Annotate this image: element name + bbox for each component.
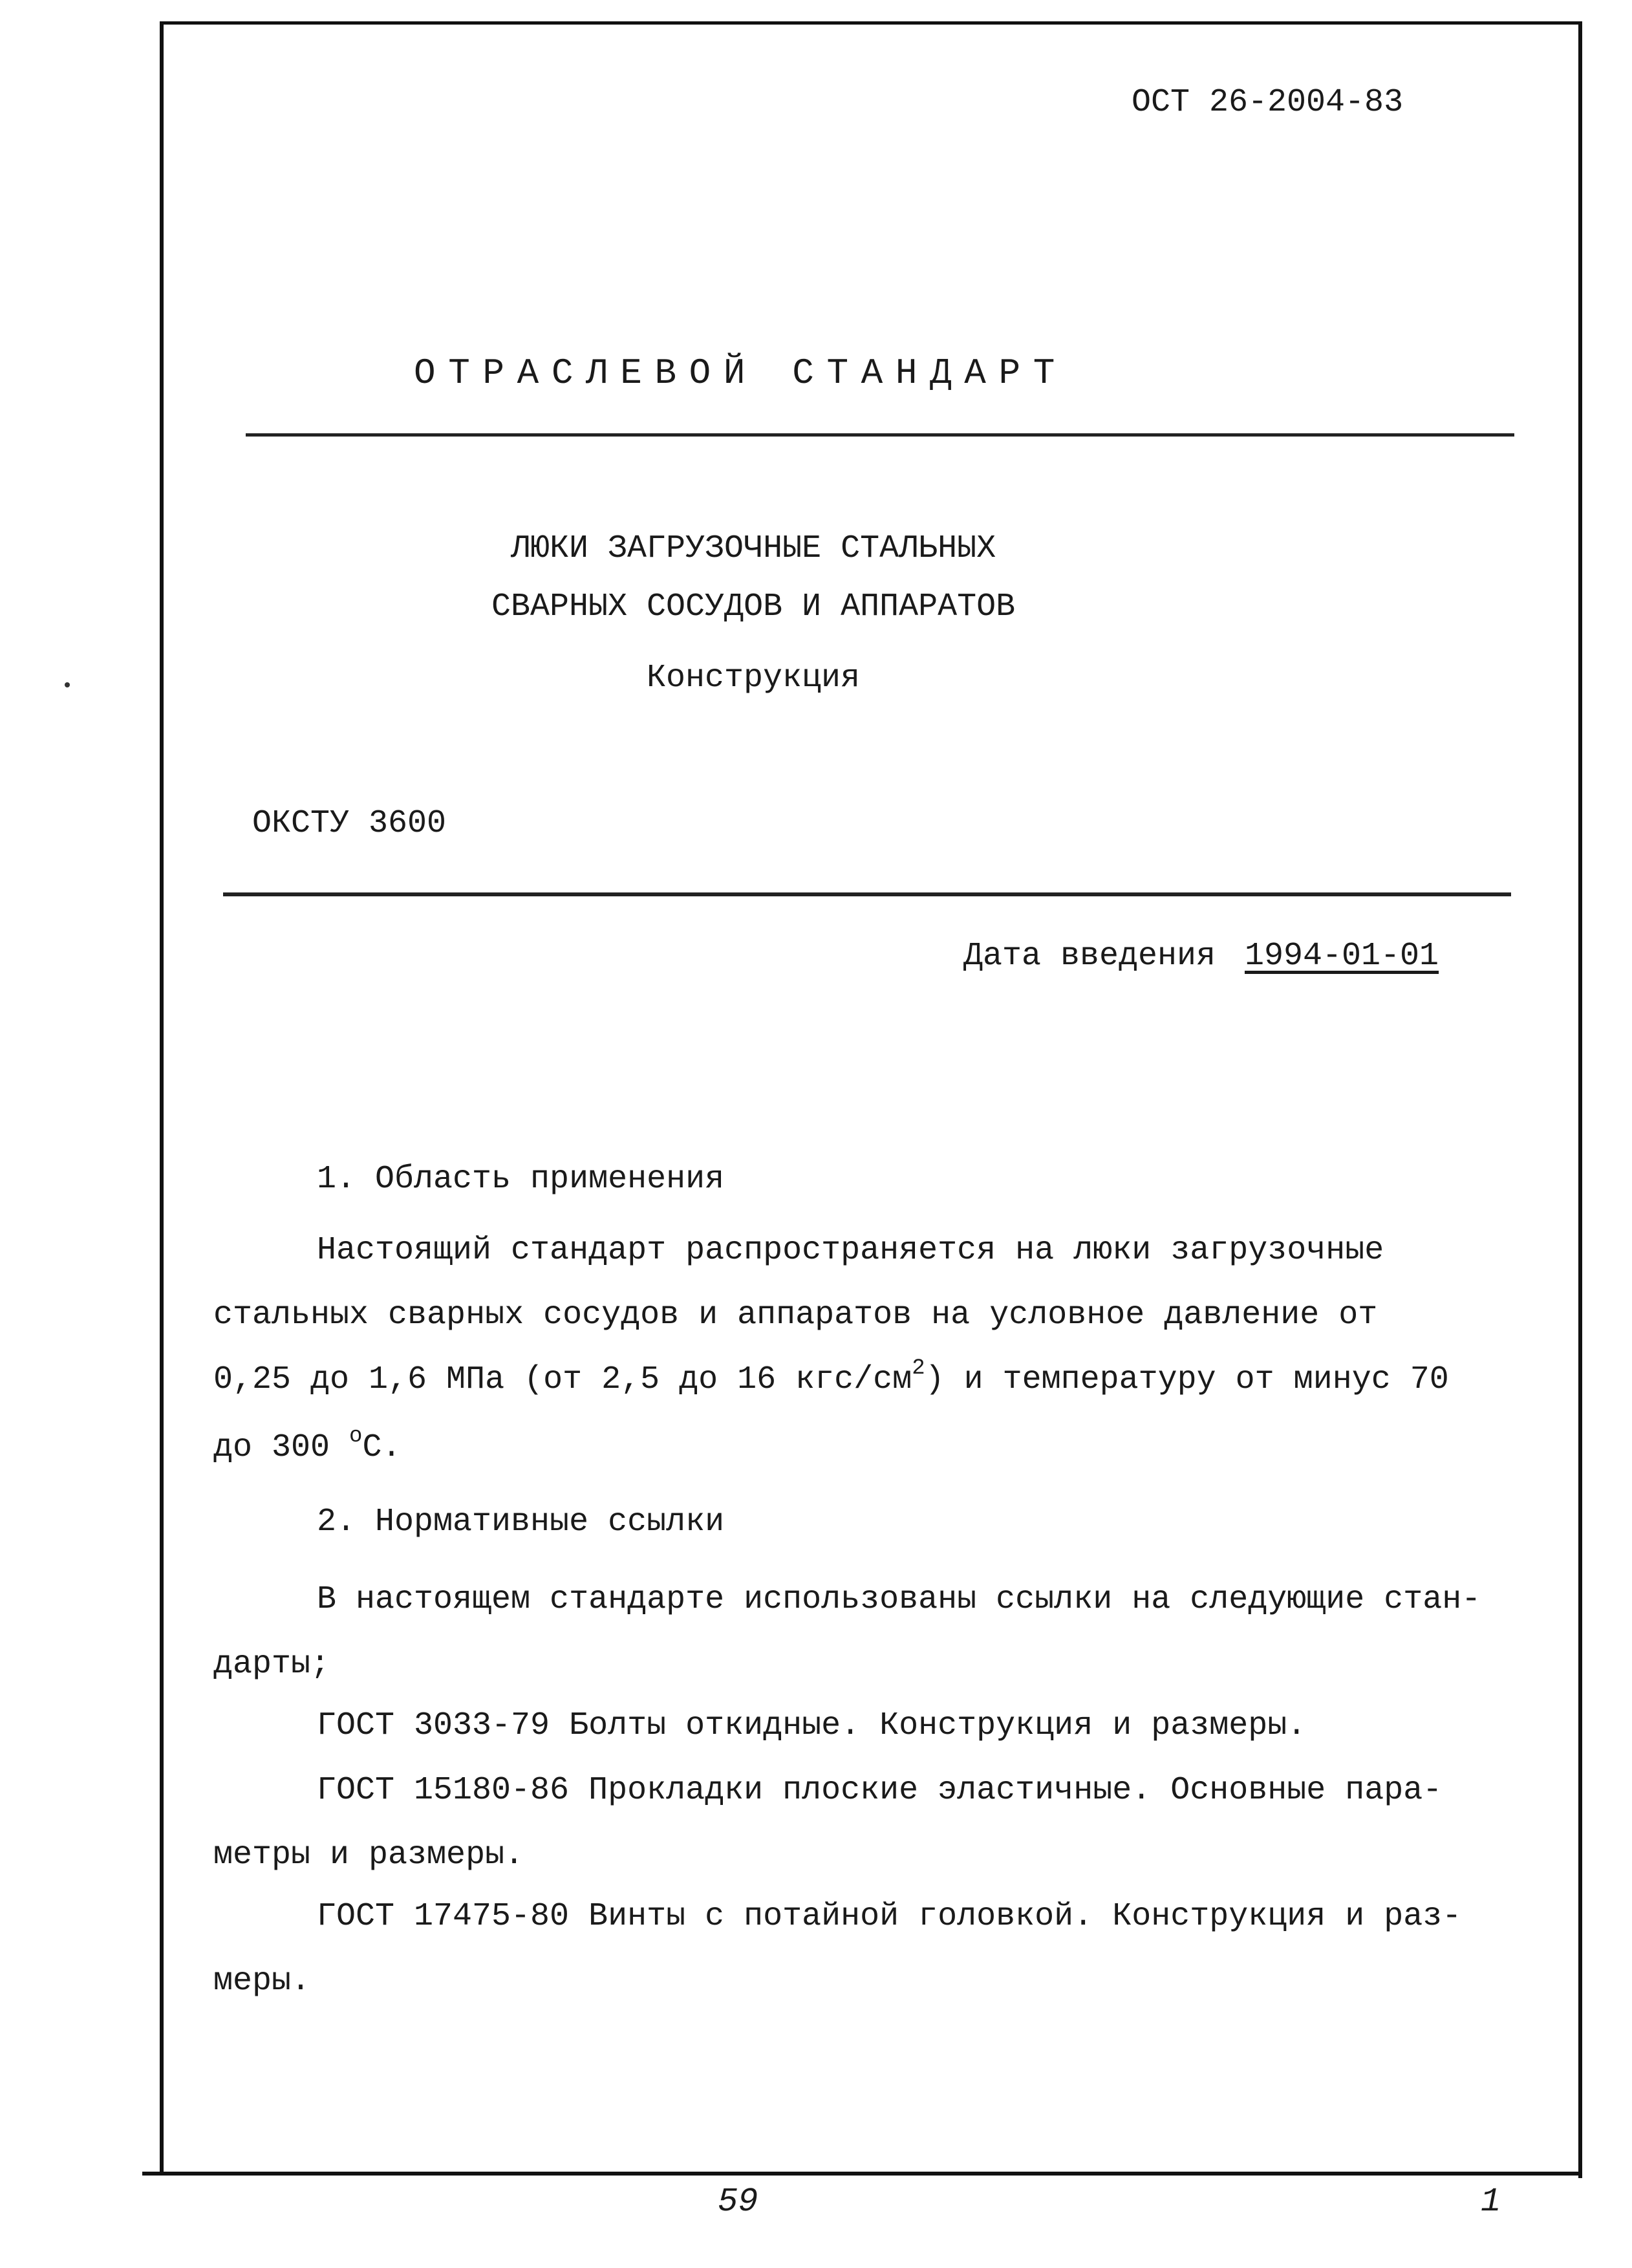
- document-subtitle: Конструкция: [647, 660, 861, 697]
- margin-mark: [65, 682, 70, 687]
- section-1-line-text: ) и температуру от минус 70: [925, 1361, 1449, 1398]
- section-1-line: стальных сварных сосудов и аппаратов на условное давление от: [213, 1297, 1378, 1334]
- section-1-line: [213, 1356, 1449, 1398]
- page-frame-right: [1578, 21, 1582, 2178]
- standard-type-heading: ОТРАСЛЕВОЙ СТАНДАРТ: [414, 352, 1068, 394]
- section-1-line-text: С.: [362, 1429, 402, 1466]
- page-frame-top: [160, 21, 1582, 25]
- section-2-heading: 2. Нормативные ссылки: [317, 1504, 725, 1540]
- section-2-line: В настоящем стандарте использованы ссылки на следующие стан-: [317, 1581, 1481, 1618]
- reference-gost-17475-cont: меры.: [213, 1963, 311, 2000]
- section-1-line: Настоящий стандарт распространяется на люки загрузочные: [317, 1232, 1384, 1269]
- degree-superscript: о: [349, 1424, 363, 1449]
- intro-date-value: 1994-01-01: [1245, 938, 1439, 975]
- title-rule: [223, 892, 1511, 896]
- reference-gost-15180: ГОСТ 15180-86 Прокладки плоские эластичные. Основные пара-: [317, 1772, 1443, 1809]
- sheet-number: 1: [1481, 2183, 1501, 2221]
- document-code: ОСТ 26-2004-83: [1132, 84, 1404, 121]
- reference-gost-15180-cont: метры и размеры.: [213, 1837, 524, 1874]
- title-line-2: СВАРНЫХ СОСУДОВ И АППАРАТОВ: [491, 589, 1016, 625]
- header-rule: [246, 433, 1514, 437]
- intro-date-label: Дата введения: [963, 938, 1216, 975]
- superscript-2: 2: [912, 1356, 925, 1381]
- reference-gost-17475: ГОСТ 17475-80 Винты с потайной головкой. Конструкция и раз-: [317, 1898, 1462, 1935]
- reference-gost-3033: ГОСТ 3033-79 Болты откидные. Конструкция и размеры.: [317, 1707, 1307, 1744]
- section-1-line-text: до 300: [213, 1429, 350, 1466]
- section-2-line: дарты;: [213, 1646, 330, 1683]
- okstu-code: ОКСТУ 3600: [252, 805, 447, 842]
- title-line-1: ЛЮКИ ЗАГРУЗОЧНЫЕ СТАЛЬНЫХ: [511, 530, 996, 567]
- section-1-line-text: 0,25 до 1,6 МПа (от 2,5 до 16 кгс/см: [213, 1361, 912, 1398]
- page-number: 59: [718, 2183, 758, 2221]
- page-frame-left: [160, 21, 164, 2175]
- page-frame-bottom: [142, 2172, 1582, 2176]
- section-1-line: [213, 1424, 402, 1466]
- section-1-heading: 1. Область применения: [317, 1161, 725, 1198]
